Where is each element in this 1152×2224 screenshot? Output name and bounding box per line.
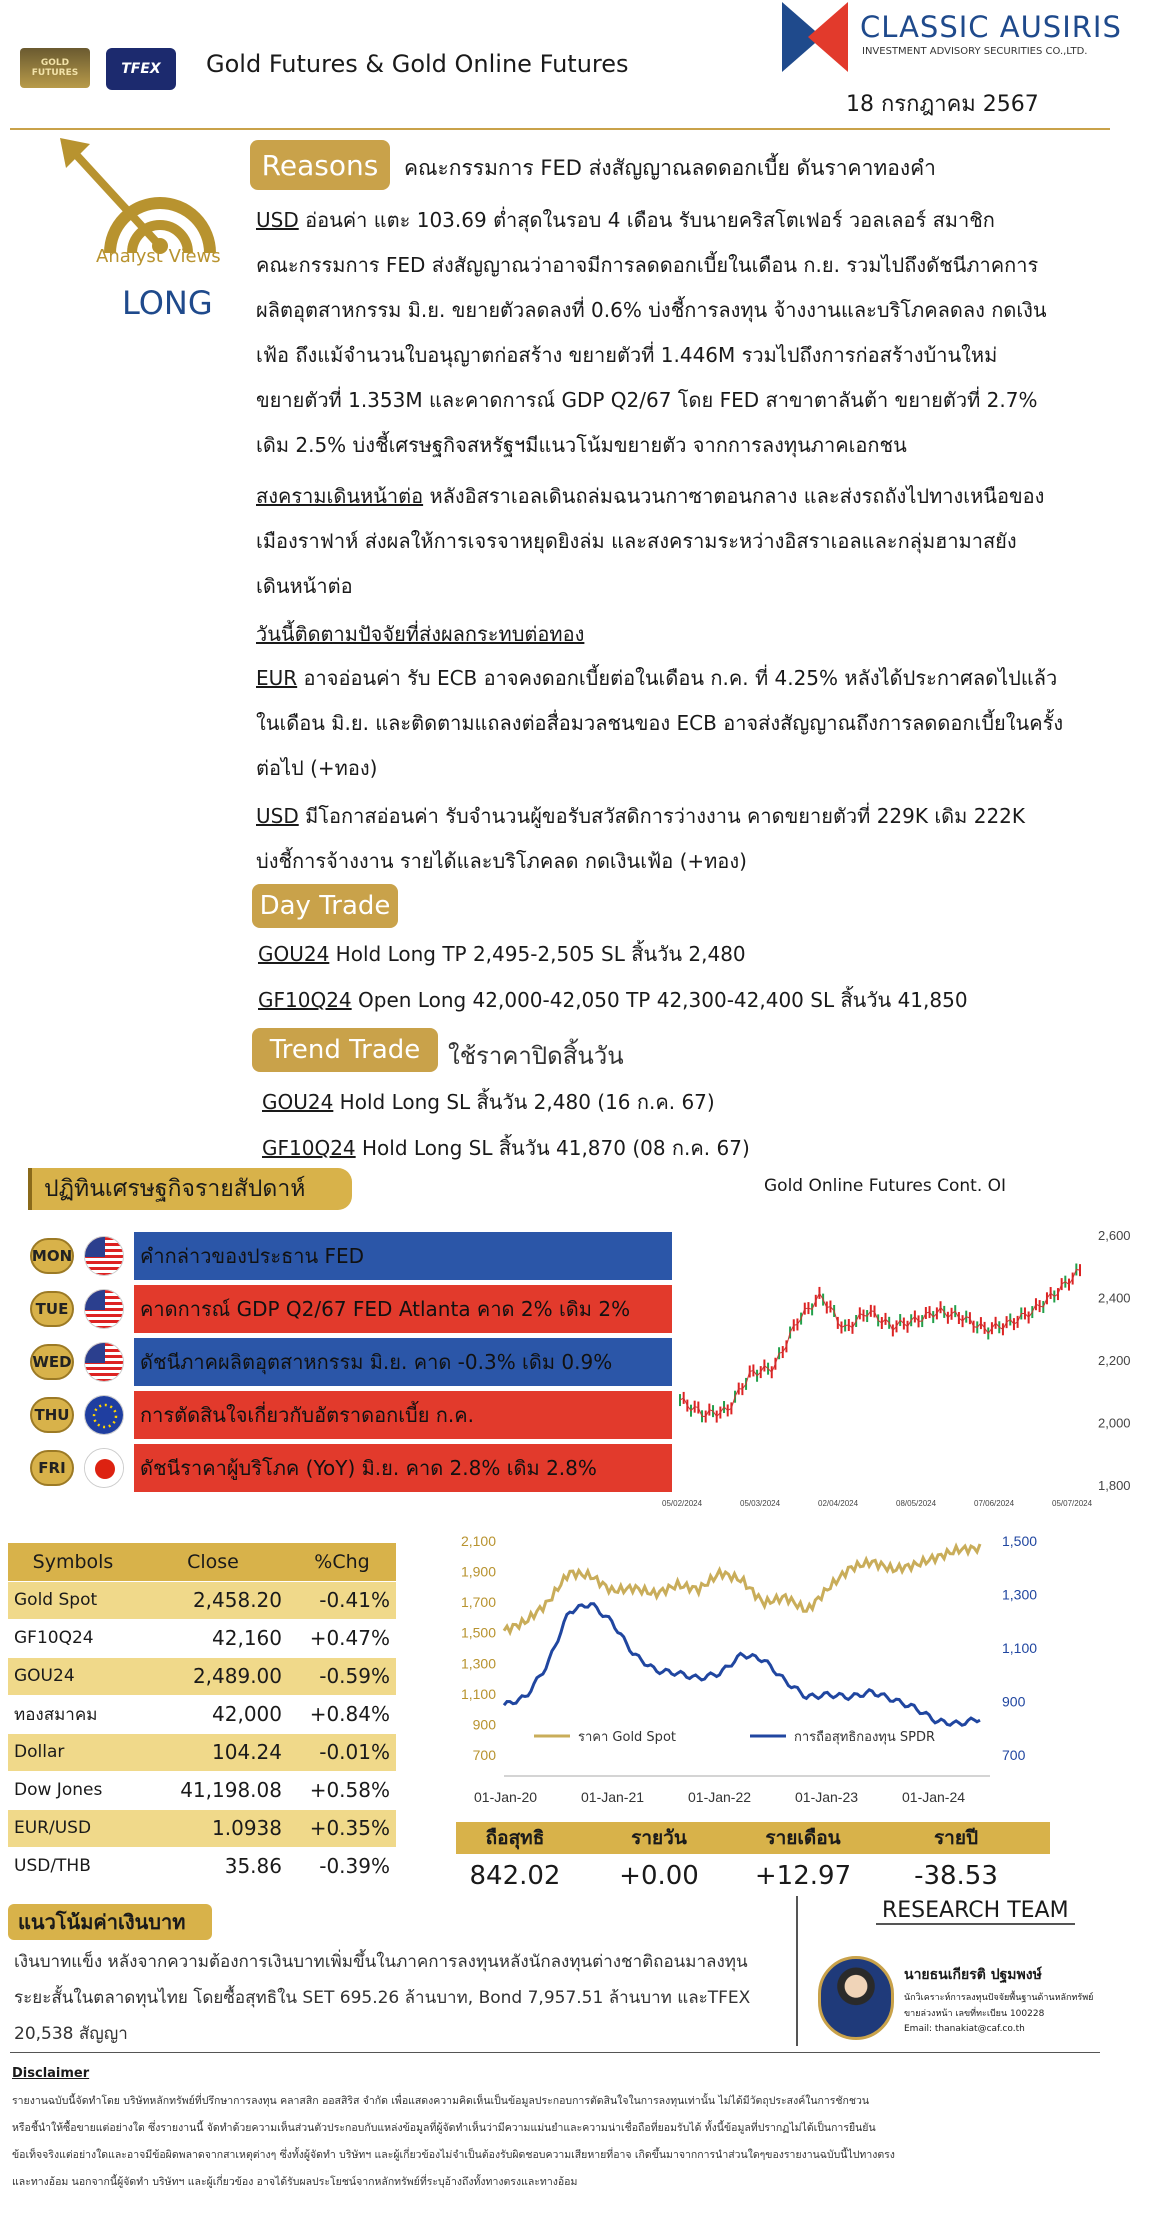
oi-y-tick-label: 2,400 <box>1098 1290 1131 1306</box>
x-tick-label: 01-Jan-22 <box>688 1789 752 1805</box>
calendar-event: คาดการณ์ GDP Q2/67 FED Atlanta คาด 2% เดิม 2% <box>134 1285 672 1333</box>
x-tick-label: 01-Jan-20 <box>474 1789 538 1805</box>
oi-x-tick-label: 05/02/2024 <box>662 1499 703 1508</box>
eur-line-1: ในเดือน มิ.ย. และติดตามแถลงต่อสื่อมวลชนของ ECB อาจส่งสัญญาณถึงการลดดอกเบี้ยในครั้ง <box>256 711 1064 735</box>
analyst-name: นายธนเกียรติ ปฐมพงษ์ <box>904 1967 1042 1983</box>
day-trade-row <box>258 938 746 970</box>
oi-x-tick-label: 02/04/2024 <box>818 1499 859 1508</box>
symbol-cell: USD/THB <box>8 1847 138 1885</box>
us-flag-icon <box>84 1236 124 1276</box>
symbol-cell: ทองสมาคม <box>8 1695 138 1733</box>
trend-trade-detail: Hold Long SL สิ้นวัน 2,480 (16 ก.ค. 67) <box>333 1090 715 1114</box>
war-paragraph <box>256 474 1146 609</box>
war-line-1: เมืองราฟาห์ ส่งผลให้การเจรจาหยุดยิงล่ม และสงครามระหว่างอิสราเอลและกลุ่มฮามาสยัง <box>256 529 1017 553</box>
usd2-line-1: บ่งชี้การจ้างงาน รายได้และบริโภคลด กดเงินเฟ้อ (+ทอง) <box>256 849 747 873</box>
analyst-avatar <box>818 1956 894 2040</box>
eur-line-0 <box>256 656 1146 701</box>
symbol-cell: GF10Q24 <box>8 1619 138 1657</box>
day-trade-detail: Open Long 42,000-42,050 TP 42,300-42,400 SL สิ้นวัน 41,850 <box>351 988 968 1012</box>
calendar-day-badge: FRI <box>30 1450 74 1486</box>
symbol-cell: Dollar <box>8 1733 138 1771</box>
calendar-day-badge: THU <box>30 1397 74 1433</box>
section-divider-vertical <box>796 1896 798 2046</box>
close-cell: 2,458.20 <box>138 1581 288 1619</box>
table-row <box>8 1619 396 1657</box>
jp-flag-icon <box>84 1448 124 1488</box>
us-flag-icon <box>84 1289 124 1329</box>
eu-flag-icon <box>84 1395 124 1435</box>
stat-header-daily: รายวัน <box>631 1827 687 1849</box>
usd-line-5: เดิม 2.5% บ่งชี้เศรษฐกิจสหรัฐฯมีแนวโน้มขยายตัว จากการลงทุนภาคเอกชน <box>256 433 907 457</box>
trend-trade-symbol: GF10Q24 <box>262 1136 356 1160</box>
reasons-headline: คณะกรรมการ FED ส่งสัญญาณลดดอกเบี้ย ดันราคาทองคำ <box>404 156 936 180</box>
usd2-text-0: มีโอกาสอ่อนค่า รับจำนวนผู้ขอรับสวัสดิการว่างงาน คาดขยายตัวที่ 229K เดิม 222K <box>298 804 1026 828</box>
oi-x-tick-label: 05/07/2024 <box>1052 1499 1093 1508</box>
chg-cell: -0.41% <box>288 1581 396 1619</box>
calendar-row-thu <box>22 1391 672 1439</box>
today-factors-heading: วันนี้ติดตามปัจจัยที่ส่งผลกระทบต่อทอง <box>256 622 585 646</box>
gold-futures-logo <box>20 48 90 88</box>
chg-cell: -0.39% <box>288 1847 396 1885</box>
eur-paragraph <box>256 656 1146 791</box>
stat-value-monthly: +12.97 <box>754 1861 852 1891</box>
disclaimer-title: Disclaimer <box>12 2066 90 2081</box>
close-header: Close <box>138 1543 288 1581</box>
calendar-day-badge: MON <box>30 1238 74 1274</box>
oi-y-tick-label: 2,000 <box>1098 1415 1131 1431</box>
spdr-y-tick-label: 900 <box>1002 1693 1026 1710</box>
symbols-table <box>8 1543 396 1886</box>
baht-body <box>14 1944 750 2052</box>
chg-header: %Chg <box>288 1543 396 1581</box>
chg-cell: -0.01% <box>288 1733 396 1771</box>
x-tick-label: 01-Jan-24 <box>902 1789 966 1805</box>
symbols-header: Symbols <box>8 1543 138 1581</box>
table-row <box>8 1657 396 1695</box>
calendar-day-badge: WED <box>30 1344 74 1380</box>
trend-trade-detail: Hold Long SL สิ้นวัน 41,870 (08 ก.ค. 67) <box>355 1136 750 1160</box>
classic-ausiris-logo-icon <box>782 2 848 72</box>
gold-y-tick-label: 1,500 <box>460 1624 496 1641</box>
chg-cell: +0.47% <box>288 1619 396 1657</box>
eur-text-0: อาจอ่อนค่า รับ ECB อาจคงดอกเบี้ยต่อในเดือน ก.ค. ที่ 4.25% หลังได้ประกาศลดไปแล้ว <box>297 666 1058 690</box>
usd-line-3: เฟ้อ ถึงแม้จำนวนใบอนุญาตก่อสร้าง ขยายตัวที่ 1.446M รวมไปถึงการก่อสร้างบ้านใหม่ <box>256 343 998 367</box>
spdr-holdings-line <box>504 1604 980 1725</box>
eur-line-2: ต่อไป (+ทอง) <box>256 756 378 780</box>
legend-label: การถือสุทธิกองทุน SPDR <box>794 1730 936 1745</box>
close-cell: 42,160 <box>138 1619 288 1657</box>
baht-line: เงินบาทแข็ง หลังจากความต้องการเงินบาทเพิ่มขึ้นในภาคการลงทุนหลังนักลงทุนต่างชาติถอนมาลงทุน <box>14 1952 748 1972</box>
calendar-title: ปฏิทินเศรษฐกิจรายสัปดาห์ <box>8 1168 352 1210</box>
table-row <box>8 1733 396 1771</box>
baht-line: 20,538 สัญญา <box>14 2024 128 2044</box>
trend-trade-note: ใช้ราคาปิดสิ้นวัน <box>448 1042 624 1070</box>
day-trade-symbol: GOU24 <box>258 942 330 966</box>
usd-line-4: ขยายตัวที่ 1.353M และคาดการณ์ GDP Q2/67 โดย FED สาขาตาลันต้า ขยายตัวที่ 2.7% <box>256 388 1038 412</box>
x-tick-label: 01-Jan-23 <box>795 1789 859 1805</box>
table-row <box>8 1847 396 1885</box>
disclaimer-line: รายงานฉบับนี้จัดทำโดย บริษัทหลักทรัพย์ที่ปรึกษาการลงทุน คลาสสิก ออสสิริส จำกัด เพื่อแสดงความคิดเห็นเป็นข้อมูลประกอบการตัดสินใจในการลงทุนเท่านั้น ไม่ได้มีวัตถุประสงค์ในการชักชวน <box>12 2095 870 2107</box>
calendar-event: ดัชนีราคาผู้บริโภค (YoY) มิ.ย. คาด 2.8% เดิม 2.8% <box>134 1444 672 1492</box>
header-divider <box>10 128 1110 130</box>
symbols-table-body <box>8 1581 396 1885</box>
close-cell: 41,198.08 <box>138 1771 288 1809</box>
gold-y-tick-label: 1,300 <box>460 1655 496 1672</box>
usd-line-1: คณะกรรมการ FED ส่งสัญญาณว่าอาจมีการลดดอกเบี้ยในเดือน ก.ย. รวมไปถึงดัชนีภาคการ <box>256 253 1039 277</box>
oi-x-tick-label: 07/06/2024 <box>974 1499 1015 1508</box>
close-cell: 104.24 <box>138 1733 288 1771</box>
oi-chart-title: Gold Online Futures Cont. OI <box>764 1176 1007 1196</box>
symbols-header-row <box>8 1543 396 1581</box>
calendar-row-fri <box>22 1444 672 1492</box>
oi-y-tick-label: 2,200 <box>1098 1353 1131 1368</box>
day-trade-badge: Day Trade <box>252 884 398 928</box>
gold-y-tick-label: 700 <box>472 1747 496 1763</box>
gold-y-tick-label: 1,900 <box>460 1563 496 1580</box>
tfex-logo <box>106 48 176 90</box>
symbol-cell: EUR/USD <box>8 1809 138 1847</box>
report-date: 18 กรกฎาคม 2567 <box>846 92 1039 117</box>
disclaimer-line: ข้อเท็จจริงแต่อย่างใดและอาจมีข้อผิดพลาดจากสาเหตุต่างๆ ซึ่งทั้งผู้จัดทำ บริษัทฯ และผู้เกี่ยวข้องไม่จำเป็นต้องรับผิดชอบความเสียหายที่อาจ เกิดขึ้นมาจากการนำส่วนใดๆของรายงานฉบับนี้ไปทางตรง <box>12 2149 895 2161</box>
research-title: RESEARCH TEAM <box>876 1898 1075 1925</box>
oi-x-tick-label: 05/03/2024 <box>740 1499 781 1508</box>
oi-series-line <box>680 1269 1080 1416</box>
usd-text-0: อ่อนค่า แตะ 103.69 ต่ำสุดในรอบ 4 เดือน รับนายคริสโตเฟอร์ วอลเลอร์ สมาชิก <box>298 208 995 232</box>
trend-trade-row <box>262 1086 715 1118</box>
close-cell: 42,000 <box>138 1695 288 1733</box>
oi-x-tick-label: 08/05/2024 <box>896 1499 937 1508</box>
table-row <box>8 1809 396 1847</box>
gold-spot-line <box>504 1544 980 1632</box>
gold-y-tick-label: 1,100 <box>460 1685 496 1702</box>
symbol-cell: Dow Jones <box>8 1771 138 1809</box>
table-row <box>8 1771 396 1809</box>
chg-cell: +0.35% <box>288 1809 396 1847</box>
disclaimer-divider <box>10 2052 1100 2053</box>
oi-chart <box>660 1210 1152 1510</box>
day-trade-detail: Hold Long TP 2,495-2,505 SL สิ้นวัน 2,480 <box>329 942 746 966</box>
calendar-event: คำกล่าวของประธาน FED <box>134 1232 672 1280</box>
chg-cell: +0.58% <box>288 1771 396 1809</box>
usd2-paragraph <box>256 794 1146 884</box>
stat-header-net: ถือสุทธิ <box>485 1827 545 1849</box>
stat-value-daily: +0.00 <box>619 1861 699 1891</box>
analyst-views-label: Analyst Views <box>96 246 221 267</box>
baht-title: แนวโน้มค่าเงินบาท <box>8 1904 212 1940</box>
war-text-0: หลังอิสราเอลเดินถล่มฉนวนกาซาตอนกลาง และส่งรถถังไปทางเหนือของ <box>423 484 1045 508</box>
brand-subtitle: INVESTMENT ADVISORY SECURITIES CO.,LTD. <box>862 46 1088 57</box>
disclaimer-line: และทางอ้อม นอกจากนี้ผู้จัดทำ บริษัทฯ และผู้เกี่ยวข้อง อาจได้รับผลประโยชน์จากหลักทรัพย์ที่ระบุอ้างถึงทั้งทางตรงและทางอ้อม <box>12 2176 578 2188</box>
stat-value-net: 842.02 <box>469 1861 561 1891</box>
gold-futures-logo-text: GOLD FUTURES <box>31 58 79 78</box>
table-row <box>8 1581 396 1619</box>
close-cell: 35.86 <box>138 1847 288 1885</box>
calendar-row-tue <box>22 1285 672 1333</box>
calendar-event: ดัชนีภาคผลิตอุตสาหกรรม มิ.ย. คาด -0.3% เดิม 0.9% <box>134 1338 672 1386</box>
war-line-0 <box>256 474 1146 519</box>
spdr-y-tick-label: 1,300 <box>1002 1586 1038 1603</box>
baht-line: ระยะสั้นในตลาดทุนไทย โดยซื้อสุทธิใน SET 695.26 ล้านบาท, Bond 7,957.51 ล้านบาท และTFEX <box>14 1988 751 2008</box>
calendar-event: การตัดสินใจเกี่ยวกับอัตราดอกเบี้ย ก.ค. <box>134 1391 672 1439</box>
day-trade-symbol: GF10Q24 <box>258 988 352 1012</box>
war-line-2: เดินหน้าต่อ <box>256 574 353 598</box>
eur-label: EUR <box>256 666 298 690</box>
legend-label: ราคา Gold Spot <box>578 1730 676 1745</box>
tfex-logo-text: TFEX <box>121 61 161 77</box>
war-label: สงครามเดินหน้าต่อ <box>256 484 424 508</box>
symbol-cell: Gold Spot <box>8 1581 138 1619</box>
gold-spdr-chart <box>440 1530 1052 1810</box>
usd2-label: USD <box>256 804 299 828</box>
oi-y-tick-label: 2,600 <box>1098 1228 1131 1243</box>
usd-line-0 <box>256 198 1146 243</box>
calendar-title-marker <box>8 1168 32 1210</box>
day-trade-row <box>258 984 968 1016</box>
gold-y-tick-label: 2,100 <box>460 1533 496 1549</box>
usd-paragraph <box>256 198 1146 468</box>
analyst-email: Email: thanakiat@caf.co.th <box>904 2024 1025 2034</box>
stat-value-yearly: -38.53 <box>914 1861 998 1891</box>
page-title: Gold Futures & Gold Online Futures <box>206 50 629 78</box>
disclaimer-line: หรือชี้นำให้ซื้อขายแต่อย่างใด ซึ่งรายงานนี้ จัดทำด้วยความเห็นส่วนตัวประกอบกับแหล่งข้อมูลที่ผู้จัดทำเห็นว่ามีความแม่นยำและความน่าเชื่อถือที่ยอมรับได้ ทั้งนี้ข้อมูลที่ปรากฏไม่ได้เป็นการยืนยัน <box>12 2122 876 2134</box>
oi-y-tick-label: 1,800 <box>1098 1478 1131 1493</box>
analyst-view-long: LONG <box>122 284 213 322</box>
spdr-y-tick-label: 1,100 <box>1002 1640 1038 1656</box>
table-row <box>8 1695 396 1733</box>
stat-header-monthly: รายเดือน <box>765 1827 841 1849</box>
close-cell: 1.0938 <box>138 1809 288 1847</box>
brand-name: CLASSIC AUSIRIS <box>860 10 1122 44</box>
chg-cell: +0.84% <box>288 1695 396 1733</box>
disclaimer-body <box>12 2088 895 2196</box>
symbol-cell: GOU24 <box>8 1657 138 1695</box>
gold-y-tick-label: 1,700 <box>460 1594 496 1611</box>
trend-trade-row <box>262 1132 750 1164</box>
close-cell: 2,489.00 <box>138 1657 288 1695</box>
header <box>0 0 1152 128</box>
stat-header-yearly: รายปี <box>933 1827 979 1849</box>
us-flag-icon <box>84 1342 124 1382</box>
usd-line-2: ผลิตอุตสาหกรรม มิ.ย. ขยายตัวลดลงที่ 0.6% บ่งชี้การลงทุน จ้างงานและบริโภคลดลง กดเงิน <box>256 298 1047 322</box>
analyst-role: นักวิเคราะห์การลงทุนปัจจัยพื้นฐานด้านหลักทรัพย์ <box>904 1993 1094 2003</box>
trend-trade-badge: Trend Trade <box>252 1028 438 1072</box>
spdr-y-tick-label: 700 <box>1002 1747 1026 1763</box>
calendar-row-wed <box>22 1338 672 1386</box>
x-tick-label: 01-Jan-21 <box>581 1789 645 1805</box>
reasons-badge: Reasons <box>250 140 390 190</box>
spdr-y-tick-label: 1,500 <box>1002 1533 1038 1549</box>
gold-y-tick-label: 900 <box>472 1716 496 1733</box>
calendar-row-mon <box>22 1232 672 1280</box>
target-dart-icon <box>60 138 240 258</box>
chg-cell: -0.59% <box>288 1657 396 1695</box>
usd2-line-0 <box>256 794 1146 839</box>
usd-label: USD <box>256 208 299 232</box>
analyst-license: ขายล่วงหน้า เลขที่ทะเบียน 100228 <box>904 2009 1045 2019</box>
trend-trade-symbol: GOU24 <box>262 1090 334 1114</box>
calendar-day-badge: TUE <box>30 1291 74 1327</box>
